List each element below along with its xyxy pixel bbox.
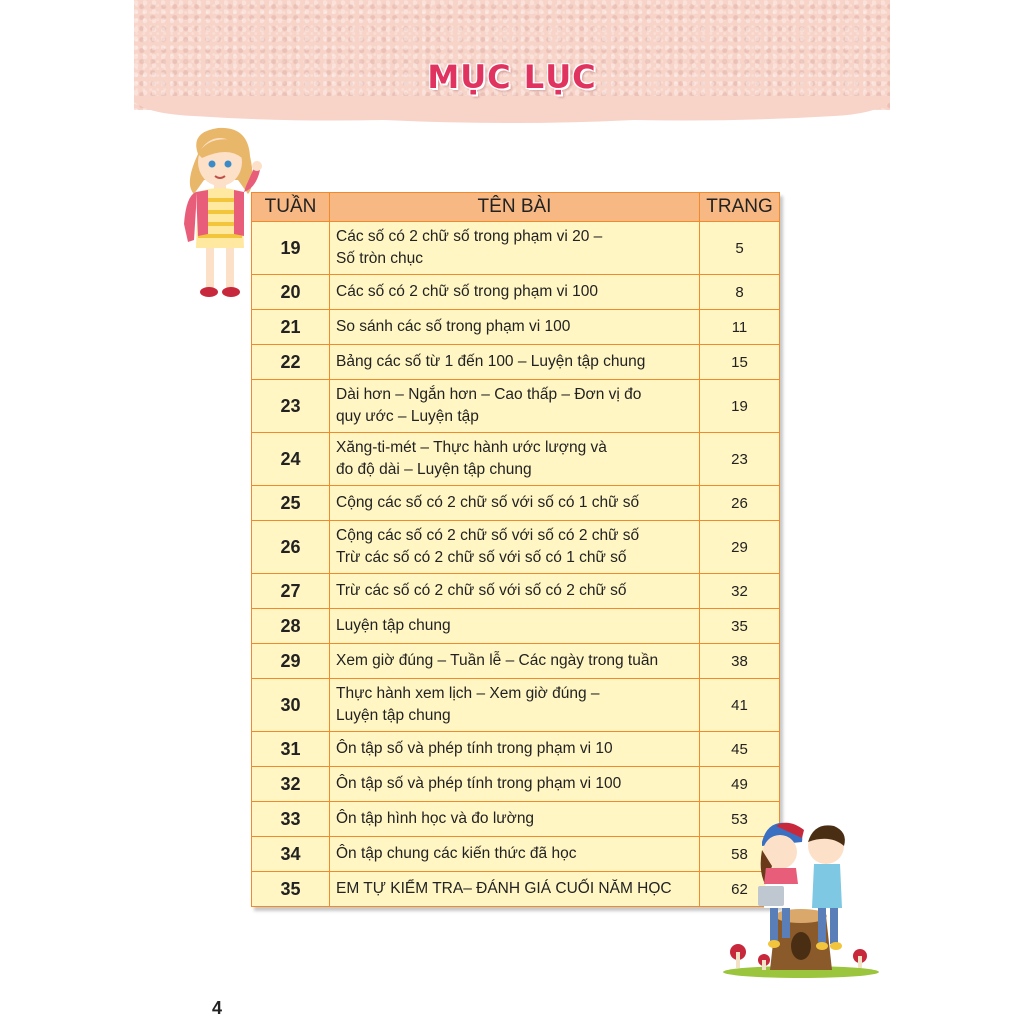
lesson-cell bbox=[330, 679, 700, 732]
page-cell: 19 bbox=[700, 380, 780, 433]
week-cell: 34 bbox=[252, 837, 330, 872]
table-row bbox=[252, 345, 780, 380]
lesson-cell: Cộng các số có 2 chữ số với số có 1 chữ số bbox=[330, 486, 700, 521]
page-cell: 45 bbox=[700, 732, 780, 767]
lesson-line: Các số có 2 chữ số trong phạm vi 20 – bbox=[336, 228, 603, 245]
page-cell: 29 bbox=[700, 521, 780, 574]
table-row bbox=[252, 802, 780, 837]
lesson-line: Xăng-ti-mét – Thực hành ước lượng và bbox=[336, 439, 607, 456]
table-row bbox=[252, 275, 780, 310]
page-cell: 5 bbox=[700, 222, 780, 275]
page-cell: 15 bbox=[700, 345, 780, 380]
week-cell: 31 bbox=[252, 732, 330, 767]
lesson-line: Luyện tập chung bbox=[336, 707, 451, 724]
page-number: 4 bbox=[212, 998, 223, 1018]
lesson-cell: So sánh các số trong phạm vi 100 bbox=[330, 310, 700, 345]
lesson-cell bbox=[330, 433, 700, 486]
table-row bbox=[252, 837, 780, 872]
table-row bbox=[252, 609, 780, 644]
lesson-line: đo độ dài – Luyện tập chung bbox=[336, 461, 532, 478]
header-page: TRANG bbox=[700, 193, 780, 222]
banner-scalloped-edge bbox=[134, 96, 890, 126]
lesson-line: Dài hơn – Ngắn hơn – Cao thấp – Đơn vị đo bbox=[336, 386, 642, 403]
table-row bbox=[252, 521, 780, 574]
table-row bbox=[252, 574, 780, 609]
week-cell: 26 bbox=[252, 521, 330, 574]
page-cell: 41 bbox=[700, 679, 780, 732]
week-cell: 24 bbox=[252, 433, 330, 486]
week-cell: 32 bbox=[252, 767, 330, 802]
page-cell: 32 bbox=[700, 574, 780, 609]
lesson-line: quy ước – Luyện tập bbox=[336, 408, 479, 425]
lesson-cell: Ôn tập số và phép tính trong phạm vi 100 bbox=[330, 767, 700, 802]
page-cell: 8 bbox=[700, 275, 780, 310]
page-cell: 58 bbox=[700, 837, 780, 872]
page-cell: 11 bbox=[700, 310, 780, 345]
table-row bbox=[252, 644, 780, 679]
page-cell: 62 bbox=[700, 872, 780, 907]
lesson-cell: Ôn tập chung các kiến thức đã học bbox=[330, 837, 700, 872]
week-cell: 23 bbox=[252, 380, 330, 433]
week-cell: 30 bbox=[252, 679, 330, 732]
week-cell: 20 bbox=[252, 275, 330, 310]
page-cell: 49 bbox=[700, 767, 780, 802]
lesson-cell: Các số có 2 chữ số trong phạm vi 100 bbox=[330, 275, 700, 310]
table-row bbox=[252, 222, 780, 275]
week-cell: 19 bbox=[252, 222, 330, 275]
week-cell: 35 bbox=[252, 872, 330, 907]
table-row bbox=[252, 767, 780, 802]
lesson-line: Thực hành xem lịch – Xem giờ đúng – bbox=[336, 685, 600, 702]
week-cell: 22 bbox=[252, 345, 330, 380]
lesson-cell: Trừ các số có 2 chữ số với số có 2 chữ số bbox=[330, 574, 700, 609]
page-cell: 38 bbox=[700, 644, 780, 679]
kids-on-stump-illustration bbox=[718, 812, 884, 982]
week-cell: 33 bbox=[252, 802, 330, 837]
page-cell: 35 bbox=[700, 609, 780, 644]
lesson-cell: EM TỰ KIỂM TRA– ĐÁNH GIÁ CUỐI NĂM HỌC bbox=[330, 872, 700, 907]
header-title: TÊN BÀI bbox=[330, 193, 700, 222]
lesson-cell: Ôn tập hình học và đo lường bbox=[330, 802, 700, 837]
table-row bbox=[252, 732, 780, 767]
page-cell: 23 bbox=[700, 433, 780, 486]
week-cell: 27 bbox=[252, 574, 330, 609]
lesson-cell bbox=[330, 222, 700, 275]
table-row bbox=[252, 679, 780, 732]
lesson-line: Số tròn chục bbox=[336, 250, 424, 267]
page-heading: MỤC LỤC bbox=[427, 58, 597, 96]
table-row bbox=[252, 433, 780, 486]
lesson-cell bbox=[330, 380, 700, 433]
week-cell: 25 bbox=[252, 486, 330, 521]
lesson-line: Trừ các số có 2 chữ số với số có 1 chữ số bbox=[336, 549, 627, 566]
page-cell: 26 bbox=[700, 486, 780, 521]
lesson-cell: Ôn tập số và phép tính trong phạm vi 10 bbox=[330, 732, 700, 767]
table-header-row bbox=[252, 193, 780, 222]
page-cell: 53 bbox=[700, 802, 780, 837]
lesson-cell: Luyện tập chung bbox=[330, 609, 700, 644]
week-cell: 28 bbox=[252, 609, 330, 644]
table-row bbox=[252, 380, 780, 433]
lesson-cell: Xem giờ đúng – Tuần lễ – Các ngày trong tuần bbox=[330, 644, 700, 679]
week-cell: 29 bbox=[252, 644, 330, 679]
table-row bbox=[252, 486, 780, 521]
lesson-line: Cộng các số có 2 chữ số với số có 2 chữ số bbox=[336, 527, 640, 544]
header-week: TUẦN bbox=[252, 193, 330, 222]
lesson-cell: Bảng các số từ 1 đến 100 – Luyện tập chung bbox=[330, 345, 700, 380]
table-row bbox=[252, 310, 780, 345]
table-row bbox=[252, 872, 780, 907]
table-of-contents bbox=[251, 192, 780, 907]
week-cell: 21 bbox=[252, 310, 330, 345]
lesson-cell bbox=[330, 521, 700, 574]
